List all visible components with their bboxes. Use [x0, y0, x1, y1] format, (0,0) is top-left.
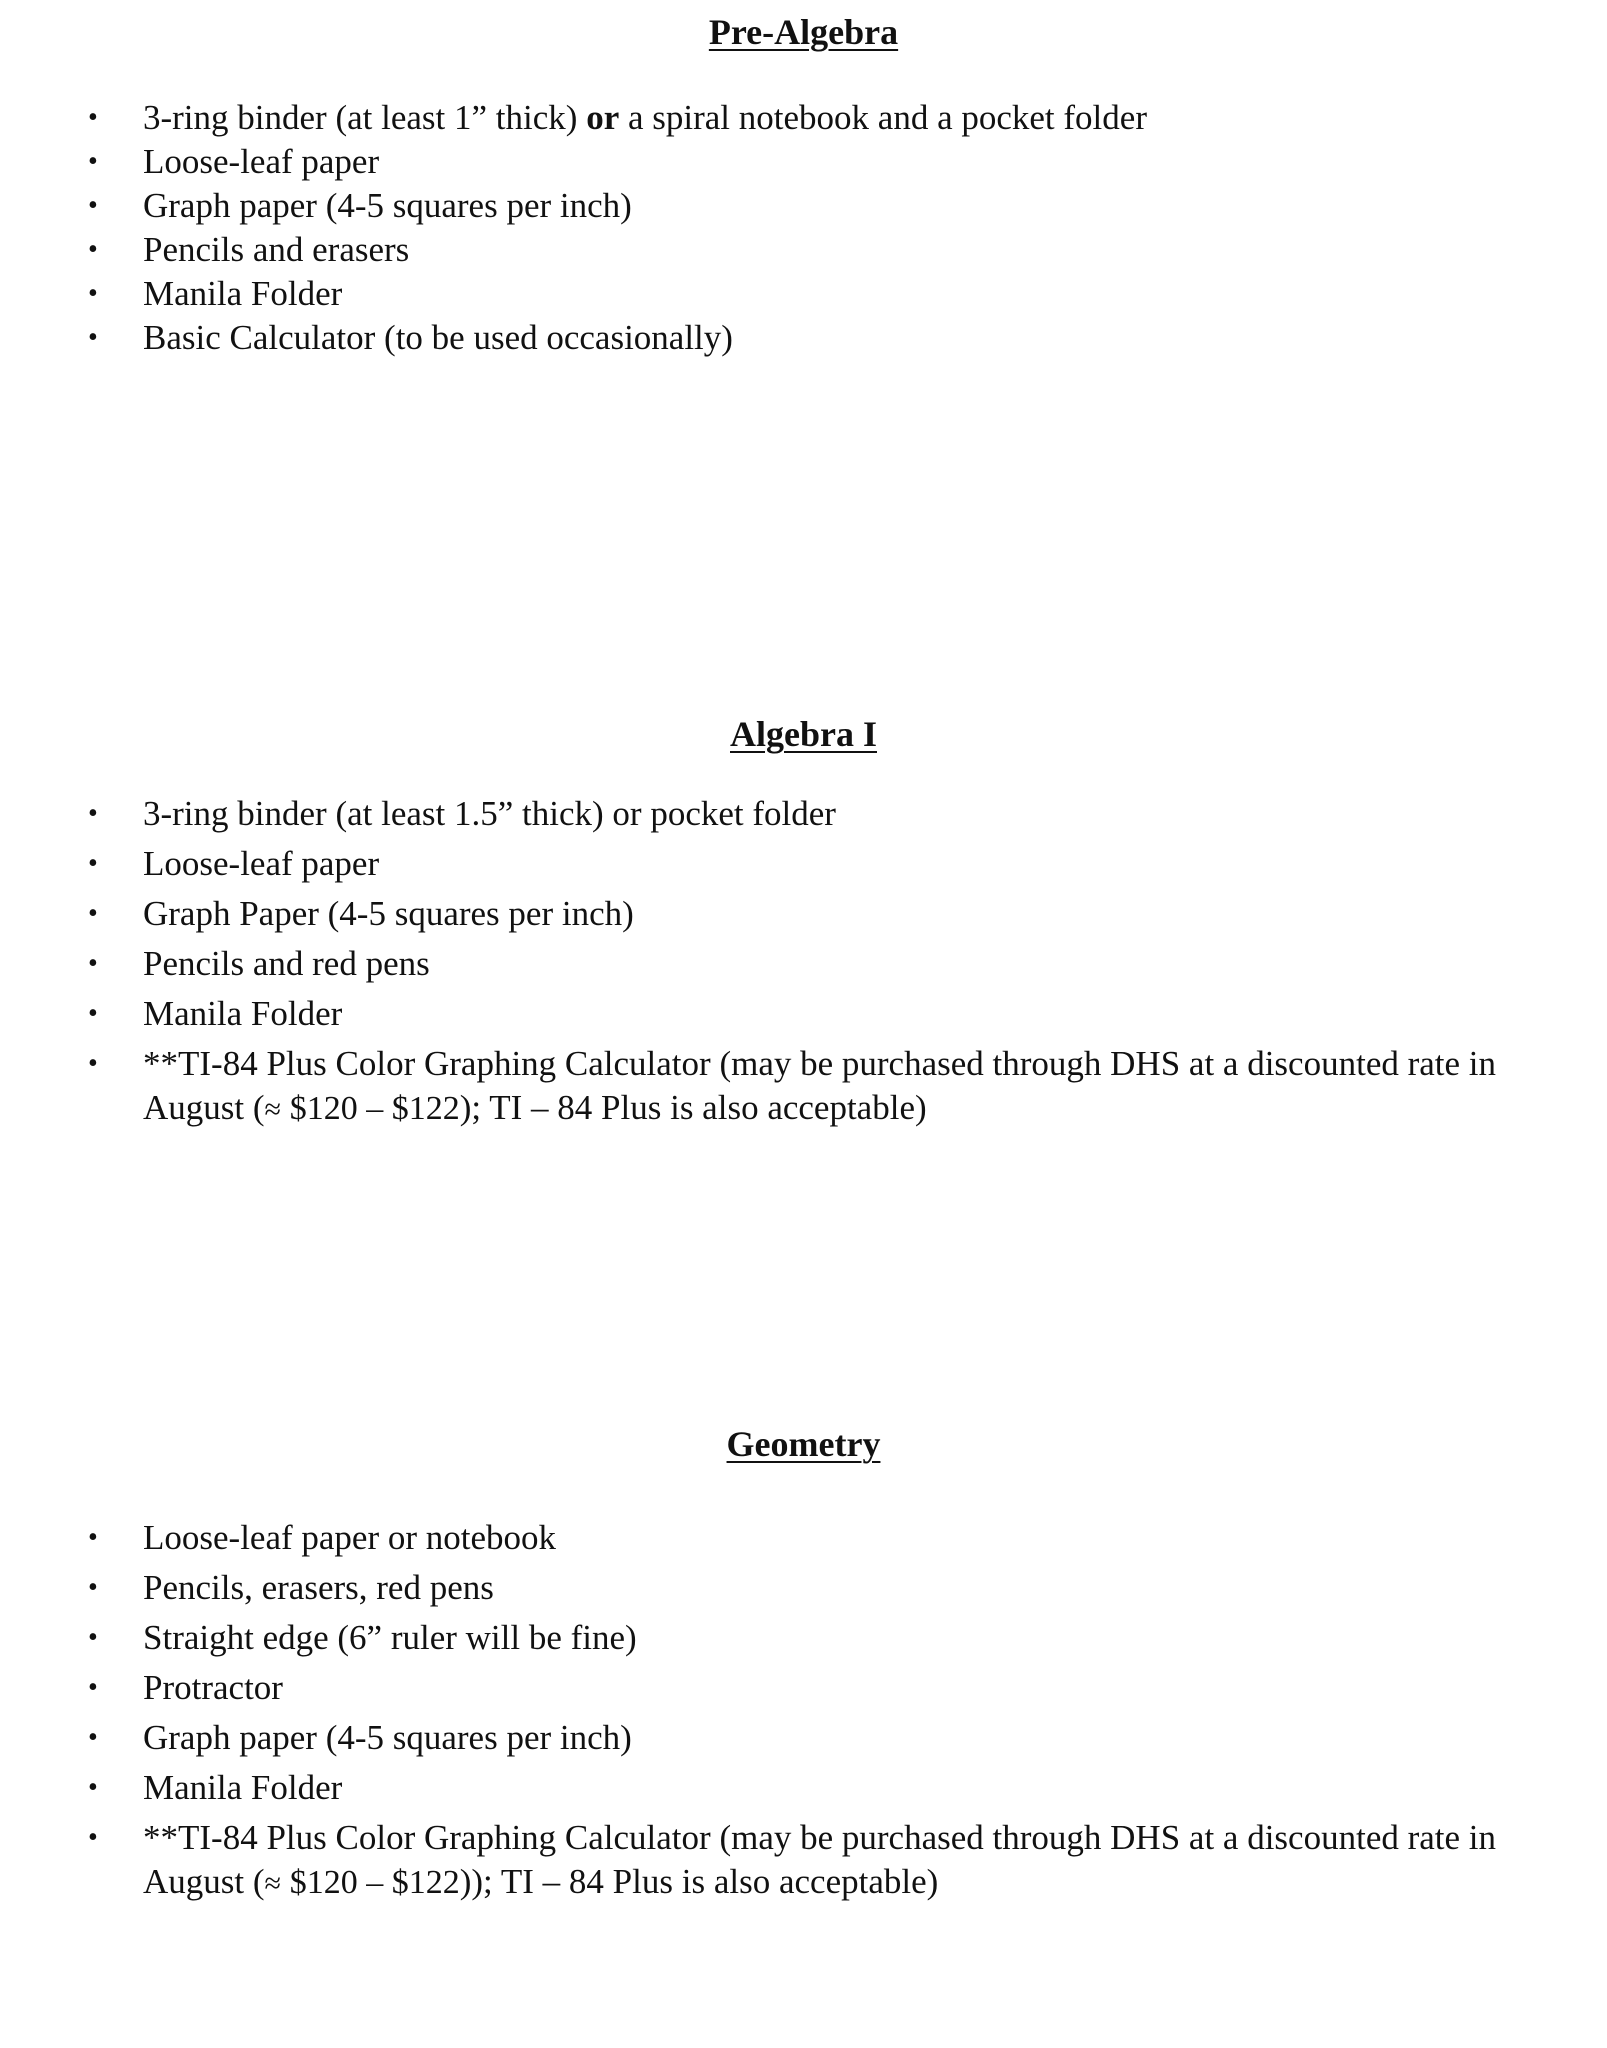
list-item: • **TI-84 Plus Color Graphing Calculator (may be purchased through DHS at a discounted rate in August (≈ $120 – $122); TI – 84 Plus is also acceptable) — [88, 1044, 1497, 1127]
bullet-icon: • — [88, 948, 98, 979]
bullet-icon: • — [88, 146, 98, 177]
bullet-icon: • — [88, 278, 98, 309]
bullet-icon: • — [88, 798, 98, 829]
list-item: • Loose-leaf paper — [0, 140, 1607, 184]
list-item: • 3-ring binder (at least 1” thick) or a spiral notebook and a pocket folder — [0, 96, 1607, 140]
bullet-icon: • — [88, 1572, 98, 1603]
bullet-icon: • — [88, 102, 98, 133]
approx-symbol: ≈ — [264, 1867, 281, 1900]
bullet-icon: • — [88, 1772, 98, 1803]
section-algebra-1 — [0, 712, 1607, 756]
list-item: • Loose-leaf paper — [0, 842, 1607, 886]
bullet-icon: • — [88, 1522, 98, 1553]
section-pre-algebra — [0, 10, 1607, 54]
bullet-icon: • — [88, 1622, 98, 1653]
list-item: • Straight edge (6” ruler will be fine) — [0, 1616, 1607, 1660]
bullet-icon: • — [88, 234, 98, 265]
bullet-icon: • — [88, 322, 98, 353]
list-item: • Manila Folder — [0, 992, 1607, 1036]
bullet-icon: • — [88, 848, 98, 879]
bullet-icon: • — [88, 1822, 98, 1853]
list-item: • Manila Folder — [0, 1766, 1607, 1810]
supply-list-pre-algebra — [0, 96, 1607, 360]
list-item: • Protractor — [0, 1666, 1607, 1710]
section-title: Geometry — [726, 1424, 881, 1464]
bullet-icon: • — [88, 898, 98, 929]
section-geometry — [0, 1422, 1607, 1466]
list-item: • Pencils and red pens — [0, 942, 1607, 986]
list-item: • Basic Calculator (to be used occasionally) — [0, 316, 1607, 360]
list-item: • Loose-leaf paper or notebook — [0, 1516, 1607, 1560]
supply-list-algebra-1 — [0, 792, 1607, 1138]
list-item: • Pencils, erasers, red pens — [0, 1566, 1607, 1610]
list-item: • **TI-84 Plus Color Graphing Calculator (may be purchased through DHS at a discounted rate in August (≈ $120 – $122)); TI – 84 Plus is also acceptable) — [88, 1818, 1497, 1901]
section-title: Algebra I — [730, 714, 877, 754]
price-range: $120 – $122 — [289, 1090, 460, 1127]
approx-symbol: ≈ — [264, 1093, 281, 1126]
bullet-icon: • — [88, 1048, 98, 1079]
price-range: $120 – $122 — [289, 1864, 460, 1901]
list-item: • Graph paper (4-5 squares per inch) — [0, 1716, 1607, 1760]
bullet-icon: • — [88, 1722, 98, 1753]
list-item: • 3-ring binder (at least 1.5” thick) or pocket folder — [0, 792, 1607, 836]
supply-list-geometry — [0, 1516, 1607, 1912]
bullet-icon: • — [88, 190, 98, 221]
list-item: • Graph Paper (4-5 squares per inch) — [0, 892, 1607, 936]
list-item: • Graph paper (4-5 squares per inch) — [0, 184, 1607, 228]
list-item: • Pencils and erasers — [0, 228, 1607, 272]
list-item: • Manila Folder — [0, 272, 1607, 316]
bullet-icon: • — [88, 1672, 98, 1703]
section-title: Pre-Algebra — [708, 12, 899, 52]
bullet-icon: • — [88, 998, 98, 1029]
